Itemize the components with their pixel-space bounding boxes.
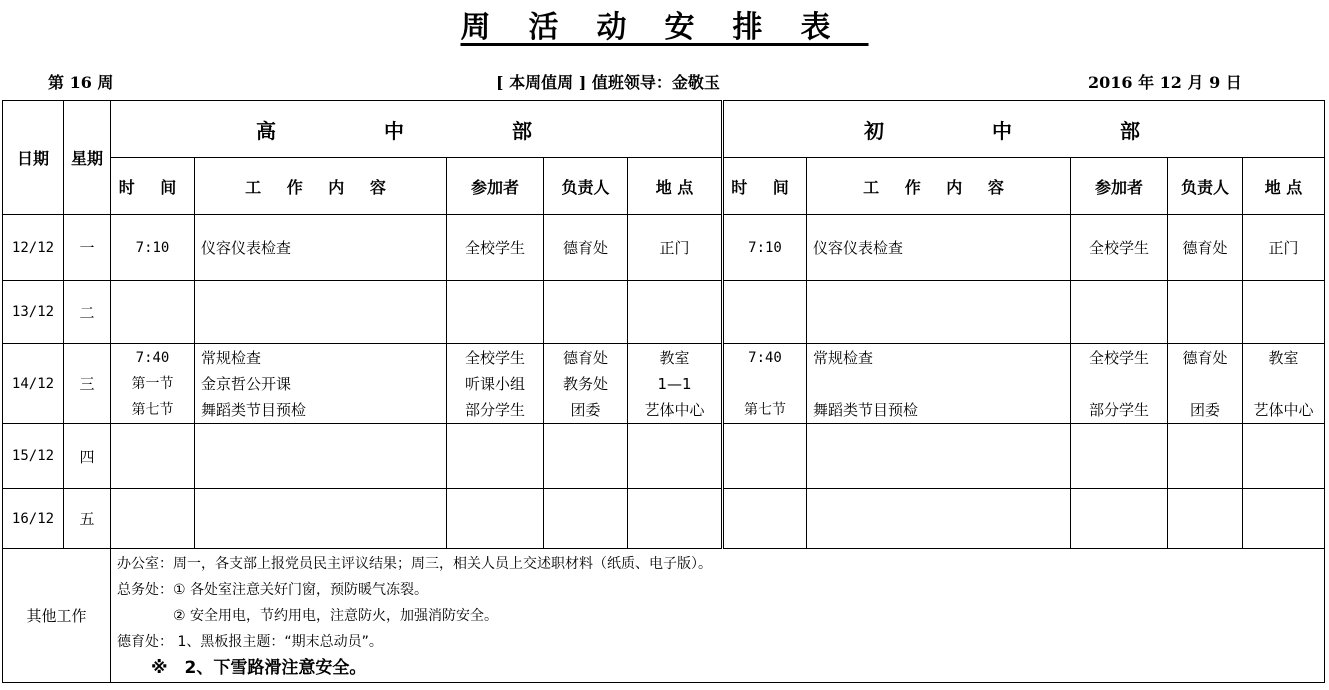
senior-content-line: 金京哲公开课 (201, 374, 292, 393)
senior-content-header: 工 作 内 容 (195, 158, 447, 215)
senior-time-line: 第七节 (131, 401, 174, 418)
table-row (3, 424, 1325, 489)
senior-participants-line: 全校学生 (464, 348, 525, 367)
senior-time-line: 第一节 (131, 375, 174, 392)
table-row (3, 344, 1325, 424)
junior-participants-line: 部分学生 (1088, 400, 1149, 419)
other-work-line: 总务处：① 各处室注意关好门窗，预防暖气冻裂。 (117, 582, 428, 598)
senior-place-cell (628, 215, 723, 281)
row-date: 12/12 (3, 215, 64, 281)
junior-time-line: 7:40 (748, 349, 782, 366)
junior-time-header: 时 间 (723, 158, 807, 215)
junior-place-cell (1243, 281, 1325, 344)
senior-participants-line: 全校学生 (464, 238, 525, 257)
junior-content-cell (807, 215, 1071, 281)
junior-participants-line: 全校学生 (1088, 348, 1149, 367)
junior-time-line: 7:10 (748, 239, 782, 256)
senior-participants-cell (447, 489, 544, 549)
row-date: 15/12 (3, 424, 64, 489)
row-weekday: 一 (64, 215, 111, 281)
junior-owner-cell (1168, 424, 1243, 489)
senior-content-cell (195, 424, 447, 489)
senior-time-cell (111, 281, 195, 344)
junior-participants-cell (1071, 344, 1168, 424)
senior-content-cell (195, 344, 447, 424)
senior-owner-line: 教务处 (562, 374, 608, 393)
junior-owner-header: 负责人 (1168, 158, 1243, 215)
other-work-content (111, 549, 1325, 683)
date-header: 日期 (3, 101, 64, 215)
senior-owner-cell (544, 215, 628, 281)
junior-content-cell (807, 281, 1071, 344)
other-work-line: ② 安全用电，节约用电，注意防火，加强消防安全。 (117, 608, 498, 624)
table-row (3, 281, 1325, 344)
junior-participants-header: 参加者 (1071, 158, 1168, 215)
junior-time-cell (723, 281, 807, 344)
senior-content-line: 常规检查 (201, 348, 262, 367)
senior-place-cell (628, 344, 723, 424)
senior-participants-cell (447, 281, 544, 344)
junior-participants-cell (1071, 281, 1168, 344)
junior-content-cell (807, 424, 1071, 489)
junior-participants-cell (1071, 215, 1168, 281)
junior-content-line (813, 371, 1070, 397)
senior-participants-cell (447, 344, 544, 424)
junior-content-line: 常规检查 (813, 348, 874, 367)
junior-owner-cell (1168, 281, 1243, 344)
senior-participants-cell (447, 424, 544, 489)
senior-place-cell (628, 489, 723, 549)
senior-owner-line: 团委 (570, 400, 601, 419)
senior-time-line: 7:40 (135, 349, 170, 366)
senior-time-cell (111, 489, 195, 549)
junior-participants-cell (1071, 489, 1168, 549)
senior-place-line: 教室 (659, 348, 690, 367)
junior-place-header: 地 点 (1243, 158, 1325, 215)
junior-content-cell (807, 489, 1071, 549)
junior-content-line: 仪容仪表检查 (813, 238, 904, 257)
senior-content-cell (195, 281, 447, 344)
senior-time-cell (111, 424, 195, 489)
senior-place-header: 地 点 (628, 158, 723, 215)
row-weekday: 三 (64, 344, 111, 424)
junior-content-header: 工 作 内 容 (807, 158, 1071, 215)
junior-owner-line (1168, 371, 1242, 397)
junior-owner-cell (1168, 344, 1243, 424)
safety-warning: ※ 2、下雪路滑注意安全。 (151, 658, 367, 678)
junior-participants-cell (1071, 424, 1168, 489)
weekday-header: 星期 (64, 101, 111, 215)
page-title: 周活动安排表 (460, 10, 869, 45)
junior-time-line (724, 371, 806, 397)
row-weekday: 五 (64, 489, 111, 549)
senior-section-header: 高 中 部 (111, 101, 723, 158)
senior-owner-header: 负责人 (544, 158, 628, 215)
senior-place-cell (628, 281, 723, 344)
senior-place-line: 正门 (659, 238, 690, 257)
senior-time-cell (111, 344, 195, 424)
other-work-line: 办公室：周一，各支部上报党员民主评议结果；周三，相关人员上交述职材料（纸质、电子版）。 (117, 556, 712, 572)
table-row (3, 489, 1325, 549)
junior-place-cell (1243, 489, 1325, 549)
junior-time-cell (723, 489, 807, 549)
junior-participants-line (1071, 371, 1167, 397)
junior-time-cell (723, 215, 807, 281)
week-number: 第 16 周 (48, 73, 114, 92)
senior-participants-line: 听课小组 (464, 374, 525, 393)
senior-participants-line: 部分学生 (464, 400, 525, 419)
junior-place-cell (1243, 344, 1325, 424)
senior-owner-cell (544, 344, 628, 424)
junior-place-cell (1243, 215, 1325, 281)
table-row (3, 215, 1325, 281)
junior-place-line: 艺体中心 (1253, 400, 1314, 419)
senior-owner-line: 德育处 (562, 348, 608, 367)
junior-participants-line: 全校学生 (1088, 238, 1149, 257)
junior-owner-cell (1168, 489, 1243, 549)
senior-content-line: 舞蹈类节目预检 (201, 400, 307, 419)
junior-owner-line: 德育处 (1182, 238, 1228, 257)
junior-owner-line: 团委 (1189, 400, 1220, 419)
senior-content-cell (195, 215, 447, 281)
junior-content-line: 舞蹈类节目预检 (813, 400, 919, 419)
senior-participants-header: 参加者 (447, 158, 544, 215)
junior-content-cell (807, 344, 1071, 424)
junior-time-cell (723, 424, 807, 489)
junior-place-line: 正门 (1268, 238, 1299, 257)
senior-content-cell (195, 489, 447, 549)
junior-place-line (1243, 371, 1324, 397)
row-date: 13/12 (3, 281, 64, 344)
senior-participants-cell (447, 215, 544, 281)
row-weekday: 二 (64, 281, 111, 344)
row-date: 14/12 (3, 344, 64, 424)
other-work-line: 德育处： 1、黑板报主题：“期末总动员”。 (117, 634, 383, 650)
junior-time-line: 第七节 (744, 401, 786, 418)
schedule-table (2, 100, 1325, 683)
row-date: 16/12 (3, 489, 64, 549)
junior-owner-cell (1168, 215, 1243, 281)
senior-owner-line: 德育处 (562, 238, 608, 257)
senior-place-line: 1—1 (657, 374, 692, 393)
senior-time-cell (111, 215, 195, 281)
other-work-label: 其他工作 (3, 549, 111, 683)
junior-owner-line: 德育处 (1182, 348, 1228, 367)
row-weekday: 四 (64, 424, 111, 489)
senior-place-cell (628, 424, 723, 489)
junior-place-cell (1243, 424, 1325, 489)
junior-section-header: 初 中 部 (723, 101, 1325, 158)
issue-date: 2016 年 12 月 9 日 (1088, 73, 1242, 92)
senior-content-line: 仪容仪表检查 (201, 238, 292, 257)
senior-owner-cell (544, 489, 628, 549)
senior-place-line: 艺体中心 (644, 400, 705, 419)
junior-place-line: 教室 (1268, 348, 1299, 367)
duty-leader: [ 本周值周 ] 值班领导：金敬玉 (496, 73, 720, 92)
senior-owner-cell (544, 281, 628, 344)
senior-time-line: 7:10 (135, 239, 170, 256)
senior-owner-cell (544, 424, 628, 489)
junior-time-cell (723, 344, 807, 424)
senior-time-header: 时 间 (111, 158, 195, 215)
